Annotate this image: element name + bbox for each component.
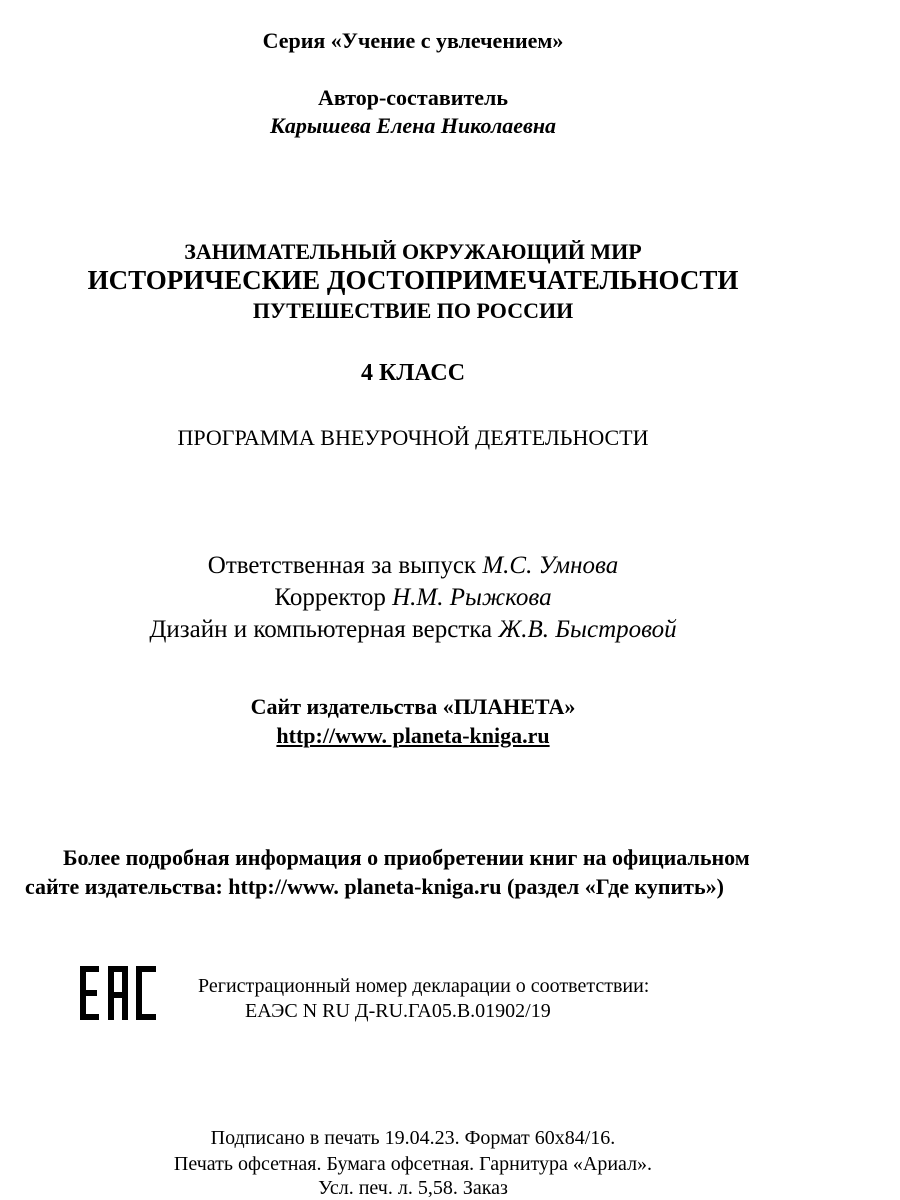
purchase-info-line-2: сайте издательства: http://www. planeta-kniga.ru (раздел «Где купить») <box>25 874 724 899</box>
book-title-line-1: ЗАНИМАТЕЛЬНЫЙ ОКРУЖАЮЩИЙ МИР <box>184 239 642 264</box>
purchase-info-line-1: Более подробная информация о приобретении книг на официальном <box>63 845 750 870</box>
author-label: Автор-составитель <box>317 85 508 110</box>
program-label: ПРОГРАММА ВНЕУРОЧНОЙ ДЕЯТЕЛЬНОСТИ <box>177 425 649 450</box>
credit-role: Дизайн и компьютерная верстка <box>149 616 493 643</box>
publisher-site-link[interactable]: http://www. planeta-kniga.ru <box>276 723 550 748</box>
author-name: Карышева Елена Николаевна <box>269 113 557 138</box>
book-title-line-3: ПУТЕШЕСТВИЕ ПО РОССИИ <box>252 298 574 323</box>
publisher-site-label: Сайт издательства «ПЛАНЕТА» <box>250 694 576 719</box>
eac-mark-icon <box>80 966 156 1020</box>
credit-release <box>0 553 826 578</box>
imprint-line-3: Усл. печ. л. 5,58. Заказ <box>318 1177 508 1199</box>
imprint-line-1: Подписано в печать 19.04.23. Формат 60x84/16. <box>210 1127 616 1149</box>
credit-design <box>0 617 826 642</box>
credit-role: Корректор <box>274 584 386 611</box>
series-title: Серия «Учение с увлечением» <box>262 28 564 53</box>
credit-person: Н.М. Рыжкова <box>392 584 552 611</box>
credit-proofreader <box>0 585 826 610</box>
book-title-line-2: ИСТОРИЧЕСКИЕ ДОСТОПРИМЕЧАТЕЛЬНОСТИ <box>87 265 739 295</box>
credit-person: Ж.В. Быстровой <box>498 616 677 643</box>
declaration-number: ЕАЭС N RU Д-RU.ГА05.В.01902/19 <box>245 1000 551 1022</box>
grade-label: 4 КЛАСС <box>360 360 466 386</box>
imprint-line-2: Печать офсетная. Бумага офсетная. Гарнитура «Ариал». <box>173 1153 653 1175</box>
declaration-label: Регистрационный номер декларации о соответствии: <box>198 975 650 997</box>
credit-person: М.С. Умнова <box>482 552 619 579</box>
credit-role: Ответственная за выпуск <box>207 552 477 579</box>
